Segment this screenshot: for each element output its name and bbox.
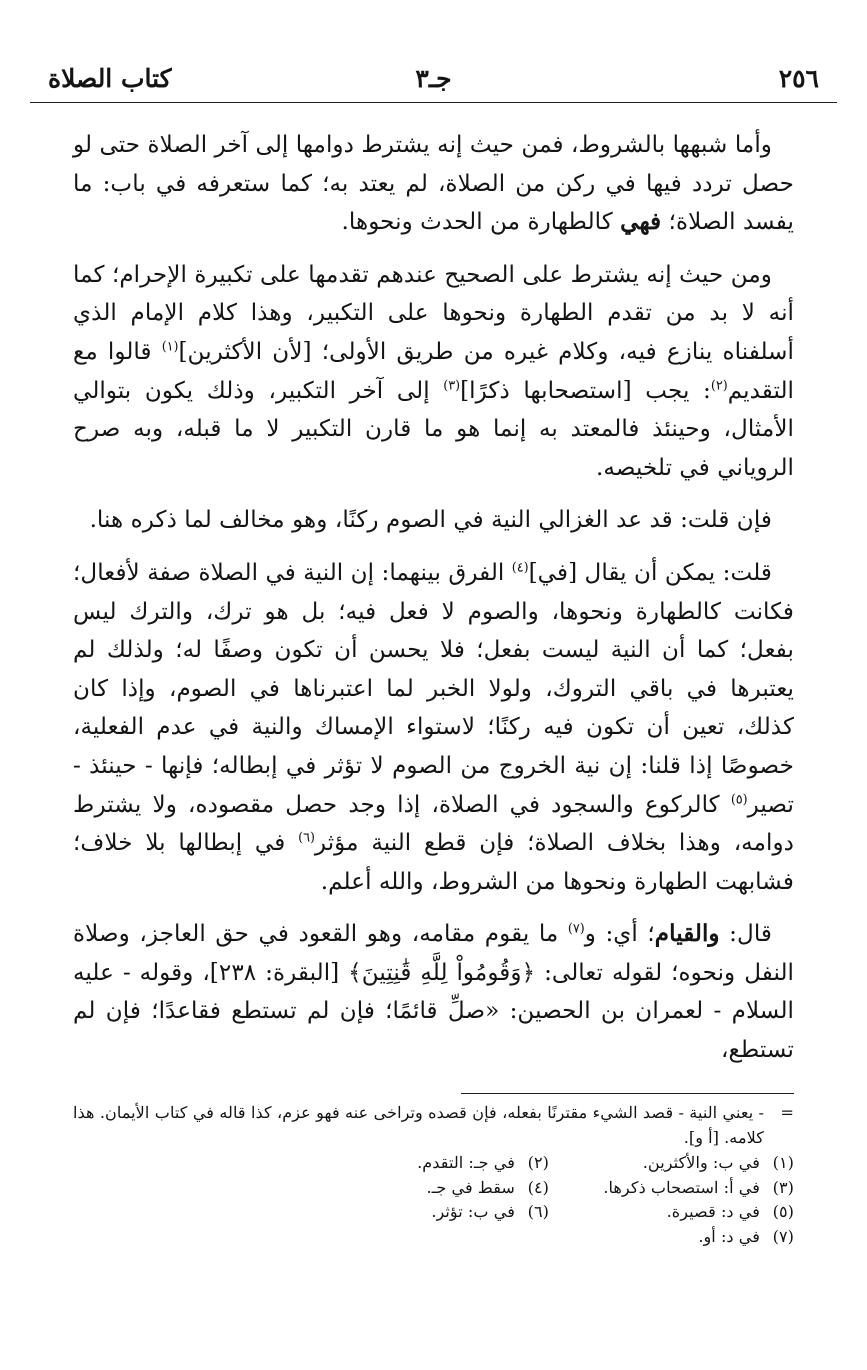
paragraph-2: ومن حيث إنه يشترط على الصحيح عندهم تقدمها على تكبيرة الإحرام؛ كما أنه لا بد من تقدم الطهارة ونحوها على التكبير، وهذا كلام الإمام الذي أسلفناه ينازع فيه، وكلام غيره من طريق الأولى؛ [لأن الأكثرين]$^{(١)}$ قالوا مع التقديم$^{(٢)}$: يجب [استصحابها ذكرًا]$^{(٣)}$ إلى آخر التكبير، وذلك يكون بتوالي الأمثال، وحينئذ فالمعتد به إنما هو ما قارن التكبير لا ما قبله، وبه صرح الروياني في تلخيصه. bbox=[73, 260, 795, 481]
paragraph-5: قال: والقيام؛ أي: و$^{(٧)}$ ما يقوم مقامه، وهو القعود في حق العاجز، وصلاة النفل ونحوه؛ لقوله تعالى: ﴿وَقُومُواْ لِلَّهِ قَٰنِتِينَ﴾ [البقرة: ٢٣٨]، وقوله - عليه السلام - لعمران بن الحصين: «صلِّ قائمًا؛ فإن لم تستطع فقاعدًا؛ فإن لم تستطع، bbox=[73, 920, 794, 1064]
main-text bbox=[73, 126, 794, 1084]
footnote-list bbox=[73, 1151, 794, 1249]
footnote-item: (٤)سقط في جـ. bbox=[426, 1177, 549, 1197]
footnote-divider bbox=[461, 1093, 794, 1094]
volume-label: جـ٣ bbox=[415, 64, 452, 93]
continuation-mark: = bbox=[780, 1103, 794, 1122]
footnote-item: (٦)في ب: تؤثر. bbox=[431, 1202, 549, 1221]
footnote-item: (٧)في د: أو. bbox=[698, 1226, 794, 1246]
paragraph-1: وأما شبهها بالشروط، فمن حيث إنه يشترط دوامها إلى آخر الصلاة حتى لو حصل تردد فيها في ركن من الصلاة، لم يعتد به؛ كما ستعرفه في باب: ما يفسد الصلاة؛ فهي كالطهارة من الحدث ونحوها. bbox=[73, 131, 794, 236]
footnote-item: (٥)في د: قصيرة. bbox=[666, 1202, 794, 1221]
footnote-ref: (٢) bbox=[710, 377, 728, 393]
footnote-ref: (٤) bbox=[511, 560, 529, 576]
footnote-ref: (٥) bbox=[730, 791, 748, 807]
paragraph-4: قلت: يمكن أن يقال [في]$^{(٤)}$ الفرق بينهما: إن النية في الصلاة صفة لأفعال؛ فكانت كالطهارة ونحوها، والصوم لا فعل فيه؛ بل هو ترك، والترك ليس بفعل؛ كما أن النية ليست بفعل؛ فلا يحسن أن تكون وصفًا له؛ ولذلك لم يعتبرها في باقي التروك، ولولا الخبر لما اعتبرناها في الصوم، وإذا كان كذلك، تعين أن تكون فيه ركنًا؛ لاستواء الإمساك والنية في عدم الفعلية، خصوصًا إذا قلنا: إن نية الخروج من الصوم لا تؤثر في إبطاله؛ فإنها - حينئذ - تصير$^{(٥)}$ كالركوع والسجود في الصلاة، إذا وجد حصل مقصوده، ولا يشترط دوامه، وهذا بخلاف الصلاة؛ فإن قطع النية مؤثر$^{(٦)}$ في إبطالها بلا خلاف؛ فشابهت الطهارة ونحوها من الشروط، والله أعلم. bbox=[73, 558, 794, 895]
page-number: ٢٥٦ bbox=[778, 64, 819, 93]
running-header bbox=[40, 58, 827, 102]
footnote-item: (٣)في أ: استصحاب ذكرها. bbox=[603, 1177, 794, 1197]
footnote-continuation bbox=[73, 1101, 794, 1150]
footnote-ref: (٧) bbox=[567, 921, 585, 937]
book-title: كتاب الصلاة bbox=[48, 64, 172, 93]
header-divider bbox=[30, 102, 837, 103]
footnote-ref: (٣) bbox=[443, 377, 461, 393]
footnote-item: (١)في ب: والأكثرين. bbox=[642, 1153, 794, 1172]
footnote-item: (٢)في جـ: التقدم. bbox=[417, 1153, 549, 1172]
footnote-ref: (١) bbox=[161, 339, 179, 355]
continuation-text: - يعني النية - قصد الشيء مقترنًا بفعله، فإن قصده وتراخى عنه فهو عزم، كذا قاله في كتاب الأيمان. هذا كلامه. [أ و]. bbox=[73, 1103, 764, 1147]
footnote-ref: (٦) bbox=[298, 830, 315, 846]
footnotes bbox=[73, 1101, 794, 1249]
paragraph-3: فإن قلت: قد عد الغزالي النية في الصوم ركنًا، وهو مخالف لما ذكره هنا. bbox=[89, 506, 772, 534]
